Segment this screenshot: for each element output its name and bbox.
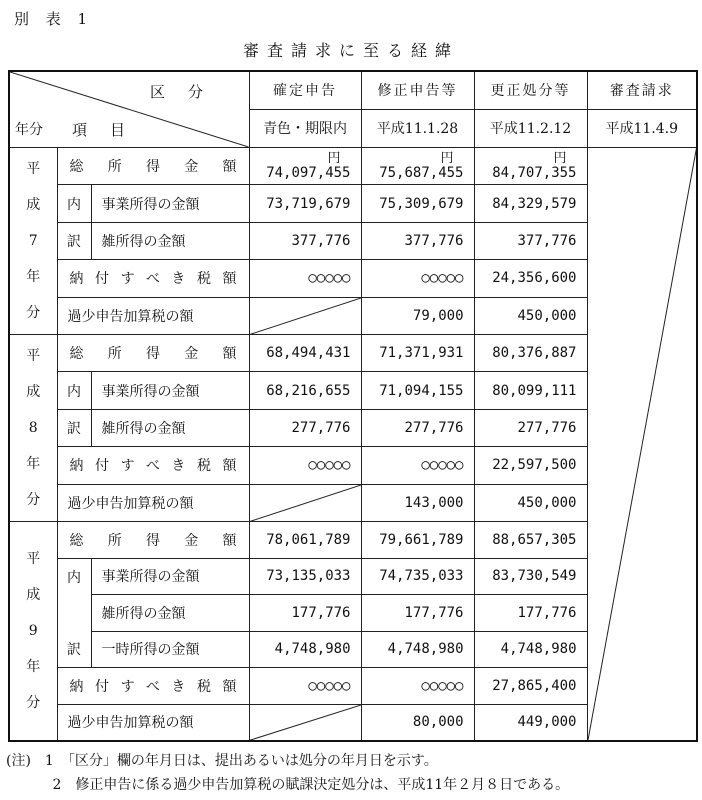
year-label-char: 分 (26, 491, 41, 508)
item-label: 雑所得の金額 (91, 595, 249, 632)
value-text: 84,707,355 (492, 164, 577, 181)
value-cell: 177,776 (249, 595, 361, 632)
breakdown-marker: 訳 (57, 409, 91, 446)
value-cell: 143,000 (361, 484, 474, 521)
year-label-char: 成 (26, 196, 41, 213)
value-cell: 22,597,500 (474, 447, 587, 484)
value-cell: 68,216,655 (249, 372, 361, 409)
empty-slashed-cell (249, 704, 361, 741)
header-kubun: 区 分 (150, 83, 208, 101)
column-diagonal (588, 148, 697, 740)
value-cell: 88,657,305 (474, 522, 587, 559)
value-cell: 80,376,887 (474, 334, 587, 371)
cell-diagonal (250, 298, 361, 334)
value-cell: 377,776 (361, 222, 474, 259)
col-sub-kakutei: 青色・期限内 (249, 109, 361, 147)
notes (6, 749, 569, 797)
annex-label: 別 表 1 (14, 10, 94, 28)
value-cell: 177,776 (474, 595, 587, 632)
empty-slashed-cell (249, 297, 361, 334)
note-1: (注) 1 「区分」欄の年月日は、提出あるいは処分の年月日を示す。 (6, 753, 438, 769)
value-cell: 4,748,980 (249, 631, 361, 668)
breakdown-marker: 内 (57, 185, 91, 222)
year-label-char: 年 (26, 268, 41, 285)
value-cell: 73,135,033 (249, 558, 361, 595)
value-cell: 80,000 (361, 704, 474, 741)
value-cell: 24,356,600 (474, 260, 587, 297)
year-label-char: 8 (28, 419, 38, 436)
value-cell: 79,661,789 (361, 522, 474, 559)
item-label: 一時所得の金額 (91, 631, 249, 668)
cell-diagonal (250, 705, 361, 740)
item-label: 事業所得の金額 (91, 185, 249, 222)
year-label-cell (9, 334, 57, 521)
item-label: 過少申告加算税の額 (57, 297, 249, 334)
year-label-char: 9 (28, 623, 38, 639)
item-label: 雑所得の金額 (91, 222, 249, 259)
value-cell: 277,776 (361, 409, 474, 446)
value-cell: 277,776 (474, 409, 587, 446)
year-label-char: 成 (26, 587, 41, 603)
value-cell: 377,776 (249, 222, 361, 259)
item-label: 総所得金額 (57, 147, 249, 184)
value-cell: ○○○○○ (361, 260, 474, 297)
item-label: 過少申告加算税の額 (57, 704, 249, 741)
header-koumoku: 項 目 (72, 121, 130, 139)
col-sub-shinsa: 平成11.4.9 (587, 109, 697, 147)
value-cell: 377,776 (474, 222, 587, 259)
value-cell: 83,730,549 (474, 558, 587, 595)
value-cell (249, 147, 361, 184)
value-cell: 78,061,789 (249, 522, 361, 559)
unit-label: 円 (440, 150, 454, 166)
item-label: 納付すべき税額 (57, 447, 249, 484)
value-cell (474, 147, 587, 184)
year-label-char: 分 (26, 304, 41, 321)
note-2: 2 修正申告に係る過少申告加算税の賦課決定処分は、平成11年２月８日である。 (6, 777, 570, 793)
header-nenbun: 年分 (15, 122, 43, 138)
empty-slashed-cell (249, 484, 361, 521)
document-title: 審査請求に至る経緯 (242, 41, 459, 60)
value-cell: 449,000 (474, 704, 587, 741)
value-cell: 74,735,033 (361, 558, 474, 595)
value-cell: 177,776 (361, 595, 474, 632)
value-cell: ○○○○○ (249, 260, 361, 297)
breakdown-marker: 訳 (57, 631, 91, 668)
value-cell: 68,494,431 (249, 334, 361, 371)
value-cell: 450,000 (474, 297, 587, 334)
value-text: 75,687,455 (379, 164, 464, 181)
breakdown-marker: 訳 (57, 222, 91, 259)
value-cell: ○○○○○ (361, 447, 474, 484)
header-row-1 (9, 71, 697, 109)
year-label-char: 分 (26, 695, 41, 711)
col-sub-shusei: 平成11.1.28 (361, 109, 474, 147)
item-label: 納付すべき税額 (57, 668, 249, 705)
item-label: 総所得金額 (57, 522, 249, 559)
value-cell: 80,099,111 (474, 372, 587, 409)
year-label-char: 成 (26, 383, 41, 400)
value-cell: ○○○○○ (249, 447, 361, 484)
item-label: 雑所得の金額 (91, 409, 249, 446)
year-label-char: 年 (26, 455, 41, 472)
year-label-char: 7 (28, 232, 38, 249)
value-cell: 75,309,679 (361, 185, 474, 222)
year-label-char: 平 (26, 551, 41, 567)
value-cell: 73,719,679 (249, 185, 361, 222)
value-cell: 27,865,400 (474, 668, 587, 705)
unit-label: 円 (327, 150, 341, 166)
item-label: 過少申告加算税の額 (57, 484, 249, 521)
value-cell: 71,371,931 (361, 334, 474, 371)
col-header-shinsa: 審査請求 (587, 71, 697, 109)
value-cell: 4,748,980 (474, 631, 587, 668)
year-label-char: 年 (26, 659, 41, 675)
value-cell: 71,094,155 (361, 372, 474, 409)
col-header-shusei: 修正申告等 (361, 71, 474, 109)
year-label-cell (9, 522, 57, 742)
col-header-kakutei: 確定申告 (249, 71, 361, 109)
history-table (8, 70, 698, 742)
shinsa-empty-column (587, 147, 697, 741)
value-cell: 79,000 (361, 297, 474, 334)
header-diagonal (10, 72, 249, 147)
value-cell: 84,329,579 (474, 185, 587, 222)
breakdown-marker: 内 (57, 372, 91, 409)
value-cell: ○○○○○ (361, 668, 474, 705)
col-header-kosei: 更正処分等 (474, 71, 587, 109)
year-label-char: 平 (26, 160, 41, 177)
table-row (9, 147, 697, 184)
value-cell: 4,748,980 (361, 631, 474, 668)
item-label: 事業所得の金額 (91, 372, 249, 409)
value-cell: 277,776 (249, 409, 361, 446)
breakdown-marker: 内 (57, 558, 91, 595)
cell-diagonal (250, 485, 361, 521)
item-label: 総所得金額 (57, 334, 249, 371)
header-corner (9, 71, 249, 147)
breakdown-marker (57, 595, 91, 632)
value-cell: ○○○○○ (249, 668, 361, 705)
year-label-char: 平 (26, 347, 41, 364)
col-sub-kosei: 平成11.2.12 (474, 109, 587, 147)
item-label: 事業所得の金額 (91, 558, 249, 595)
unit-label: 円 (553, 150, 567, 166)
value-cell: 450,000 (474, 484, 587, 521)
value-text: 74,097,455 (266, 164, 351, 181)
value-cell (361, 147, 474, 184)
year-label-cell (9, 147, 57, 334)
item-label: 納付すべき税額 (57, 260, 249, 297)
